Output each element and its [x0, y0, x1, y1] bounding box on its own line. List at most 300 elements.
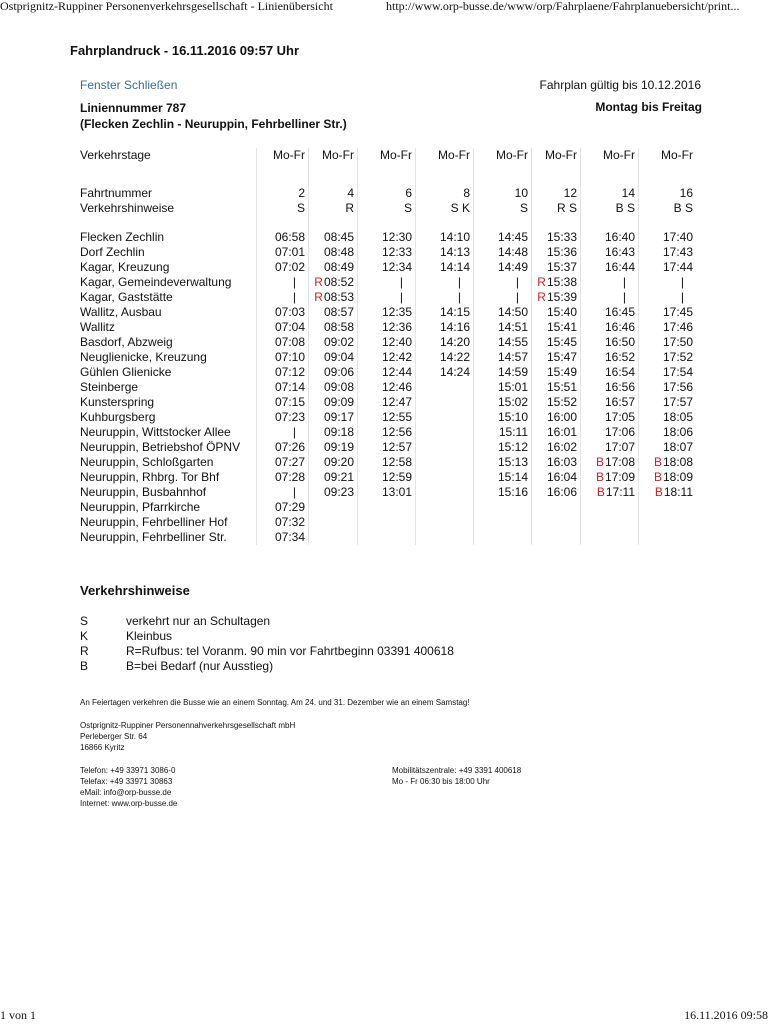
- departure-time: 16:56: [581, 380, 639, 395]
- print-footer-datetime: 16.11.2016 09:58: [684, 1008, 768, 1022]
- stop-name: Neuruppin, Betriebshof ÖPNV: [80, 440, 241, 454]
- departure-time: 09:04: [309, 350, 358, 365]
- departure-time: 14:15: [416, 305, 474, 320]
- row-label: [80, 177, 257, 186]
- time-value: 18:08: [662, 455, 693, 469]
- departure-time: 15:14: [474, 470, 532, 485]
- departure-time: 09:21: [309, 470, 358, 485]
- note-text: B=bei Bedarf (nur Ausstieg): [126, 659, 274, 673]
- company-web: Internet: www.orp-busse.de: [80, 799, 178, 808]
- departure-time: 08:57: [309, 305, 358, 320]
- stop-name: Kunsterspring: [80, 395, 155, 409]
- timetable-cell: [474, 163, 532, 177]
- departure-time: 16:01: [532, 425, 581, 440]
- company-street: Perleberger Str. 64: [80, 732, 148, 741]
- departure-time: 15:45: [532, 335, 581, 350]
- timetable-cell: [639, 216, 697, 230]
- stop-name: Neuruppin, Fehrbelliner Hof: [80, 515, 228, 529]
- mobility-center: [392, 765, 521, 787]
- departure-time: 17:43: [639, 245, 697, 260]
- departure-time: [358, 515, 416, 530]
- print-header-title: Ostprignitz-Ruppiner Personenverkehrsgesellschaft - Linienübersicht: [0, 0, 333, 13]
- departure-time: [309, 500, 358, 515]
- note-text: R=Rufbus: tel Voranm. 90 min vor Fahrtbeginn 03391 400618: [126, 644, 454, 658]
- note-code: S: [80, 614, 89, 628]
- departure-time: 17:07: [581, 440, 639, 455]
- stop-row: [80, 410, 696, 425]
- departure-time: [581, 470, 639, 485]
- departure-time: 18:05: [639, 410, 697, 425]
- timetable-cell: S: [358, 201, 416, 216]
- departure-time: [358, 530, 416, 545]
- row-label: [80, 216, 257, 230]
- timetable-cell: [581, 163, 639, 177]
- departure-time: 17:45: [639, 305, 697, 320]
- departure-time: 12:35: [358, 305, 416, 320]
- spacer-row: [80, 177, 696, 186]
- departure-time: [416, 410, 474, 425]
- timetable-cell: S K: [416, 201, 474, 216]
- departure-time: 15:01: [474, 380, 532, 395]
- time-value: 17:08: [604, 455, 635, 469]
- timetable-cell: S: [474, 201, 532, 216]
- departure-time: 16:03: [532, 455, 581, 470]
- time-value: 17:09: [604, 470, 635, 484]
- stop-name: Flecken Zechlin: [80, 230, 165, 244]
- departure-time: 12:33: [358, 245, 416, 260]
- departure-time: 14:13: [416, 245, 474, 260]
- timetable-cell: [257, 177, 309, 186]
- stop-row: [80, 380, 696, 395]
- departure-time: [416, 440, 474, 455]
- timetable-cell: B S: [581, 201, 639, 216]
- departure-time: 09:09: [309, 395, 358, 410]
- departure-time: 14:50: [474, 305, 532, 320]
- note-text: verkehrt nur an Schultagen: [126, 614, 271, 628]
- note-item: [80, 614, 454, 629]
- departure-time: 15:40: [532, 305, 581, 320]
- departure-time: [416, 515, 474, 530]
- departure-time: 15:36: [532, 245, 581, 260]
- marker-flag: R: [314, 275, 323, 289]
- stop-row: [80, 275, 696, 290]
- stop-row: [80, 350, 696, 365]
- departure-time: [581, 515, 639, 530]
- departure-time: 07:23: [257, 410, 309, 425]
- stop-row: [80, 455, 696, 470]
- departure-time: [416, 500, 474, 515]
- marker-flag: B: [595, 455, 604, 469]
- departure-time: 16:45: [581, 305, 639, 320]
- departure-time: |: [257, 275, 309, 290]
- departure-time: [416, 470, 474, 485]
- departure-time: [639, 515, 697, 530]
- stop-row: [80, 470, 696, 485]
- departure-time: 16:46: [581, 320, 639, 335]
- stop-name: Wallitz, Ausbau: [80, 305, 162, 319]
- line-route: (Flecken Zechlin - Neuruppin, Fehrbelliner Str.): [80, 117, 347, 131]
- departure-time: [639, 485, 697, 500]
- departure-time: 15:16: [474, 485, 532, 500]
- company-phone: Telefon: +49 33971 3086-0: [80, 766, 176, 775]
- mobility-hours: Mo - Fr 06:30 bis 18:00 Uhr: [392, 777, 490, 786]
- departure-time: 18:06: [639, 425, 697, 440]
- validity-note: Fahrplan gültig bis 10.12.2016: [539, 78, 701, 92]
- company-contact: [80, 765, 177, 809]
- departure-time: [309, 290, 358, 305]
- timetable-cell: [532, 163, 581, 177]
- timetable-cell: [581, 216, 639, 230]
- departure-time: [474, 530, 532, 545]
- timetable-cell: Mo-Fr: [358, 148, 416, 163]
- stop-name: Neuruppin, Rhbrg. Tor Bhf: [80, 470, 220, 484]
- departure-time: 15:37: [532, 260, 581, 275]
- timetable-cell: Mo-Fr: [416, 148, 474, 163]
- departure-time: [358, 500, 416, 515]
- departure-time: 08:49: [309, 260, 358, 275]
- time-value: 15:38: [546, 275, 577, 289]
- departure-time: [639, 455, 697, 470]
- departure-time: 08:45: [309, 230, 358, 245]
- departure-time: 16:44: [581, 260, 639, 275]
- company-email: eMail: info@orp-busse.de: [80, 788, 172, 797]
- timetable-cell: [639, 163, 697, 177]
- departure-time: [581, 500, 639, 515]
- departure-time: |: [474, 290, 532, 305]
- departure-time: |: [639, 290, 697, 305]
- timetable-cell: [257, 163, 309, 177]
- timetable-cell: 10: [474, 186, 532, 201]
- departure-time: 12:40: [358, 335, 416, 350]
- departure-time: [532, 290, 581, 305]
- row-label: Verkehrstage: [80, 148, 151, 162]
- timetable-cell: [309, 177, 358, 186]
- departure-time: 15:47: [532, 350, 581, 365]
- timetable-cell: Mo-Fr: [309, 148, 358, 163]
- notes-heading: Verkehrshinweise: [80, 583, 190, 598]
- departure-time: 07:04: [257, 320, 309, 335]
- row-label: Verkehrshinweise: [80, 201, 175, 215]
- timetable: [80, 148, 696, 545]
- mobility-phone: Mobilitätszentrale: +49 3391 400618: [392, 766, 522, 775]
- timetable-cell: [532, 216, 581, 230]
- marker-flag: R: [537, 275, 546, 289]
- time-value: 08:52: [323, 275, 354, 289]
- departure-time: 16:54: [581, 365, 639, 380]
- time-value: 18:09: [662, 470, 693, 484]
- departure-time: [416, 380, 474, 395]
- notes-list: [80, 614, 454, 674]
- departure-time: [581, 455, 639, 470]
- departure-time: 09:19: [309, 440, 358, 455]
- departure-time: 08:48: [309, 245, 358, 260]
- departure-time: 12:47: [358, 395, 416, 410]
- spacer-row: [80, 163, 696, 177]
- timetable-cell: Mo-Fr: [257, 148, 309, 163]
- stop-row: [80, 305, 696, 320]
- departure-time: 14:14: [416, 260, 474, 275]
- timetable-cell: [474, 216, 532, 230]
- departure-time: 14:51: [474, 320, 532, 335]
- stop-row: [80, 515, 696, 530]
- marker-flag: R: [314, 290, 323, 304]
- departure-time: 07:29: [257, 500, 309, 515]
- departure-time: 14:10: [416, 230, 474, 245]
- departure-time: [639, 500, 697, 515]
- timetable-cell: 6: [358, 186, 416, 201]
- departure-time: [309, 530, 358, 545]
- departure-time: 12:55: [358, 410, 416, 425]
- departure-time: [532, 500, 581, 515]
- timetable-cell: [581, 177, 639, 186]
- departure-time: 16:00: [532, 410, 581, 425]
- marker-flag: B: [595, 470, 604, 484]
- trip-number-row: [80, 186, 696, 201]
- departure-time: |: [358, 275, 416, 290]
- stop-row: [80, 335, 696, 350]
- departure-time: [416, 455, 474, 470]
- timetable-cell: R: [309, 201, 358, 216]
- stop-row: [80, 485, 696, 500]
- departure-time: 14:49: [474, 260, 532, 275]
- departure-time: 07:15: [257, 395, 309, 410]
- page-title: Fahrplandruck - 16.11.2016 09:57 Uhr: [70, 43, 300, 58]
- departure-time: 15:02: [474, 395, 532, 410]
- stop-name: Kuhburgsberg: [80, 410, 156, 424]
- departure-time: 14:24: [416, 365, 474, 380]
- timetable-cell: [358, 163, 416, 177]
- departure-time: [581, 485, 639, 500]
- departure-time: [581, 530, 639, 545]
- departure-time: 07:08: [257, 335, 309, 350]
- timetable-cell: [309, 216, 358, 230]
- stop-name: Basdorf, Abzweig: [80, 335, 173, 349]
- company-city: 16866 Kyritz: [80, 743, 125, 752]
- departure-time: 15:51: [532, 380, 581, 395]
- departure-time: 13:01: [358, 485, 416, 500]
- company-address: [80, 720, 295, 753]
- departure-time: 07:12: [257, 365, 309, 380]
- departure-time: 12:42: [358, 350, 416, 365]
- departure-time: 16:06: [532, 485, 581, 500]
- departure-time: 12:30: [358, 230, 416, 245]
- departure-time: 14:22: [416, 350, 474, 365]
- note-code: R: [80, 644, 89, 658]
- departure-time: 12:59: [358, 470, 416, 485]
- departure-time: 09:18: [309, 425, 358, 440]
- departure-time: 07:01: [257, 245, 309, 260]
- departure-time: |: [416, 290, 474, 305]
- departure-time: 14:20: [416, 335, 474, 350]
- note-item: [80, 644, 454, 659]
- timetable-cell: [416, 177, 474, 186]
- departure-time: 15:33: [532, 230, 581, 245]
- timetable-cell: [257, 216, 309, 230]
- departure-time: 08:58: [309, 320, 358, 335]
- close-window-link[interactable]: Fenster Schließen: [80, 78, 178, 92]
- time-value: 18:11: [663, 485, 693, 499]
- company-name: Ostprignitz-Ruppiner Personennahverkehrsgesellschaft mbH: [80, 721, 296, 730]
- traffic-days-row: [80, 148, 696, 163]
- stop-name: Wallitz: [80, 320, 115, 334]
- row-label: [80, 163, 257, 177]
- stop-name: Neuruppin, Schloßgarten: [80, 455, 214, 469]
- timetable-cell: [474, 177, 532, 186]
- departure-time: 12:56: [358, 425, 416, 440]
- departure-time: 15:49: [532, 365, 581, 380]
- departure-time: 09:08: [309, 380, 358, 395]
- timetable-cell: [416, 216, 474, 230]
- departure-time: 14:16: [416, 320, 474, 335]
- departure-time: |: [639, 275, 697, 290]
- stop-row: [80, 290, 696, 305]
- timetable-cell: Mo-Fr: [474, 148, 532, 163]
- departure-time: 06:58: [257, 230, 309, 245]
- stop-row: [80, 440, 696, 455]
- stop-name: Neuglienicke, Kreuzung: [80, 350, 207, 364]
- departure-time: [639, 530, 697, 545]
- timetable-cell: [639, 177, 697, 186]
- timetable-cell: Mo-Fr: [581, 148, 639, 163]
- departure-time: 07:34: [257, 530, 309, 545]
- departure-time: 17:44: [639, 260, 697, 275]
- departure-time: 12:44: [358, 365, 416, 380]
- row-label: Fahrtnummer: [80, 186, 153, 200]
- stop-row: [80, 425, 696, 440]
- timetable-cell: Mo-Fr: [532, 148, 581, 163]
- stop-row: [80, 245, 696, 260]
- print-footer-page: 1 von 1: [0, 1008, 36, 1022]
- departure-time: 15:13: [474, 455, 532, 470]
- departure-time: 15:41: [532, 320, 581, 335]
- departure-time: |: [257, 485, 309, 500]
- departure-time: 16:40: [581, 230, 639, 245]
- departure-time: 07:26: [257, 440, 309, 455]
- departure-time: 14:55: [474, 335, 532, 350]
- timetable-cell: R S: [532, 201, 581, 216]
- departure-time: 17:46: [639, 320, 697, 335]
- departure-time: 12:34: [358, 260, 416, 275]
- stop-name: Dorf Zechlin: [80, 245, 145, 259]
- stop-name: Neuruppin, Wittstocker Allee: [80, 425, 231, 439]
- marker-flag: B: [653, 470, 662, 484]
- timetable-cell: 14: [581, 186, 639, 201]
- departure-time: [474, 500, 532, 515]
- timetable-cell: S: [257, 201, 309, 216]
- departure-time: 12:58: [358, 455, 416, 470]
- timetable-cell: 12: [532, 186, 581, 201]
- departure-time: 14:57: [474, 350, 532, 365]
- departure-time: 15:10: [474, 410, 532, 425]
- time-value: 08:53: [323, 290, 354, 304]
- departure-time: 16:02: [532, 440, 581, 455]
- departure-time: 07:28: [257, 470, 309, 485]
- stop-name: Neuruppin, Pfarrkirche: [80, 500, 201, 514]
- line-number: Liniennummer 787: [80, 101, 187, 115]
- departure-time: 12:36: [358, 320, 416, 335]
- departure-time: 16:52: [581, 350, 639, 365]
- timetable-cell: [532, 177, 581, 186]
- departure-time: [309, 515, 358, 530]
- departure-time: |: [581, 290, 639, 305]
- departure-time: 14:45: [474, 230, 532, 245]
- departure-time: 17:52: [639, 350, 697, 365]
- stop-row: [80, 395, 696, 410]
- departure-time: 07:03: [257, 305, 309, 320]
- departure-time: 12:57: [358, 440, 416, 455]
- departure-time: 07:02: [257, 260, 309, 275]
- stop-row: [80, 365, 696, 380]
- stop-name: Neuruppin, Busbahnhof: [80, 485, 207, 499]
- departure-time: [416, 395, 474, 410]
- timetable-cell: 16: [639, 186, 697, 201]
- departure-time: |: [416, 275, 474, 290]
- departure-time: 15:12: [474, 440, 532, 455]
- departure-time: |: [474, 275, 532, 290]
- departure-time: |: [581, 275, 639, 290]
- stop-row: [80, 260, 696, 275]
- departure-time: 09:06: [309, 365, 358, 380]
- stop-name: Kagar, Gaststätte: [80, 290, 173, 304]
- stop-name: Neuruppin, Fehrbelliner Str.: [80, 530, 227, 544]
- spacer-row: [80, 216, 696, 230]
- departure-time: |: [358, 290, 416, 305]
- departure-time: 17:50: [639, 335, 697, 350]
- marker-flag: B: [654, 485, 663, 499]
- departure-time: [532, 530, 581, 545]
- departure-time: 07:14: [257, 380, 309, 395]
- departure-time: 12:46: [358, 380, 416, 395]
- stop-row: [80, 530, 696, 545]
- departure-time: |: [257, 290, 309, 305]
- time-value: 15:39: [546, 290, 577, 304]
- stop-row: [80, 320, 696, 335]
- departure-time: 16:43: [581, 245, 639, 260]
- departure-time: 07:32: [257, 515, 309, 530]
- stop-name: Steinberge: [80, 380, 139, 394]
- departure-time: [416, 425, 474, 440]
- departure-time: 17:06: [581, 425, 639, 440]
- marker-flag: B: [653, 455, 662, 469]
- departure-time: [309, 275, 358, 290]
- departure-time: 15:52: [532, 395, 581, 410]
- note-item: [80, 629, 454, 644]
- departure-time: 17:40: [639, 230, 697, 245]
- timetable-cell: B S: [639, 201, 697, 216]
- departure-time: 17:05: [581, 410, 639, 425]
- note-item: [80, 659, 454, 674]
- departure-time: 14:59: [474, 365, 532, 380]
- departure-time: 16:50: [581, 335, 639, 350]
- timetable-cell: [416, 163, 474, 177]
- departure-time: 16:57: [581, 395, 639, 410]
- departure-time: 07:27: [257, 455, 309, 470]
- departure-time: 14:48: [474, 245, 532, 260]
- note-code: K: [80, 629, 89, 643]
- departure-time: [532, 275, 581, 290]
- departure-time: 09:02: [309, 335, 358, 350]
- departure-time: |: [257, 425, 309, 440]
- departure-time: [416, 485, 474, 500]
- timetable-cell: [309, 163, 358, 177]
- departure-time: [416, 530, 474, 545]
- departure-time: 16:04: [532, 470, 581, 485]
- note-code: B: [80, 659, 89, 673]
- trip-notes-row: [80, 201, 696, 216]
- departure-time: [532, 515, 581, 530]
- departure-time: 15:11: [474, 425, 532, 440]
- departure-time: 17:54: [639, 365, 697, 380]
